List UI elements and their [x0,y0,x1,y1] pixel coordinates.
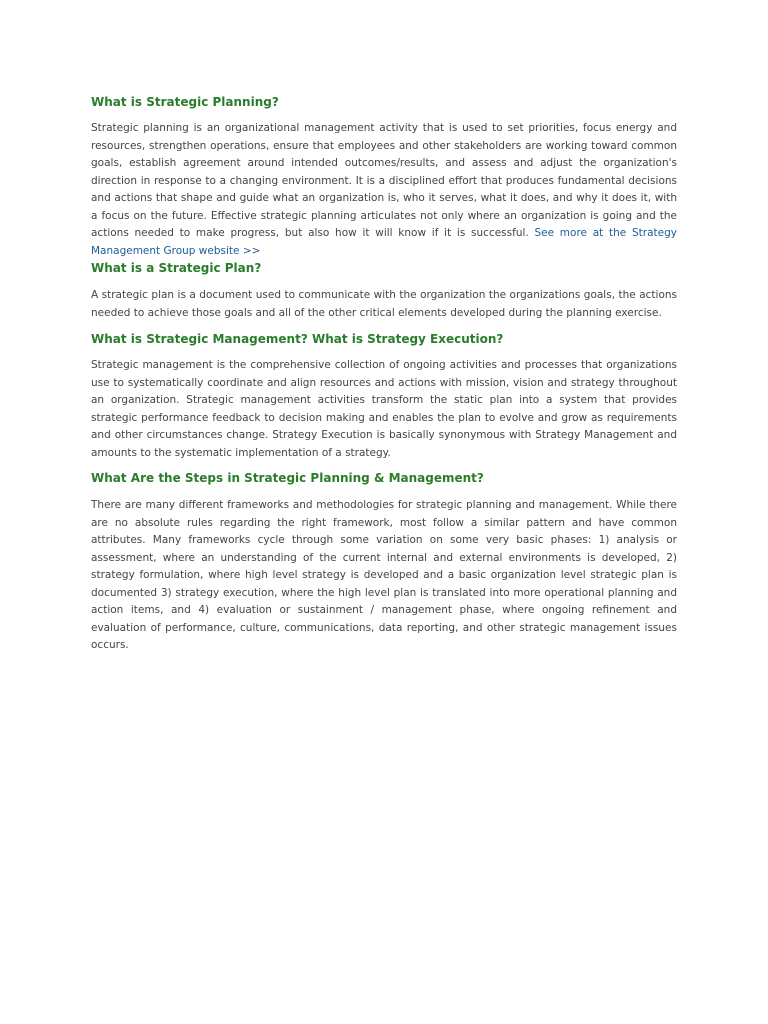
document-page [91,94,677,655]
section-body-strategic-management: Strategic management is the comprehensive collection of ongoing activities and processes that organizations use to systematically coordinate and align resources and actions with mission, vision and strategy throughout an organization. Strategic management activities transform the static plan into a system that provides strategic performance feedback to decision making and enables the plan to evolve and grow as requirements and other circumstances change. Strategy Execution is basically synonymous with Strategy Management and amounts to the systematic implementation of a strategy. [91,359,677,459]
section-heading-strategic-management: What is Strategic Management? What is Strategy Execution? [91,332,504,346]
section-body-strategic-plan: A strategic plan is a document used to communicate with the organization the organizations goals, the actions needed to achieve those goals and all of the other critical elements developed during the planning exercise. [91,289,677,319]
section-heading-strategic-plan: What is a Strategic Plan? [91,261,262,275]
strategy-management-group-link[interactable]: See more at the Strategy Management Group website >> [91,227,677,257]
section-heading-strategic-planning: What is Strategic Planning? [91,95,279,109]
section-body-steps: There are many different frameworks and methodologies for strategic planning and management. While there are no absolute rules regarding the right framework, most follow a similar pattern and have common attributes. Many frameworks cycle through some variation on some very basic phases: 1) analysis or assessment, where an understanding of the current internal and external environments is developed, 2) strategy formulation, where high level strategy is developed and a basic organization level strategic plan is documented 3) strategy execution, where the high level plan is translated into more operational planning and action items, and 4) evaluation or sustainment / management phase, where ongoing refinement and evaluation of performance, culture, communications, data reporting, and other strategic management issues occurs. [91,499,677,651]
section-body-strategic-planning [91,120,677,260]
section-body-text: Strategic planning is an organizational management activity that is used to set priorities, focus energy and resources, strengthen operations, ensure that employees and other stakeholders are working toward common goals, establish agreement around intended outcomes/results, and assess and adjust the organization's direction in response to a changing environment. It is a disciplined effort that produces fundamental decisions and actions that shape and guide what an organization is, who it serves, what it does, and why it does it, with a focus on the future. Effective strategic planning articulates not only where an organization is going and the actions needed to make progress, but also how it will know if it is successful. [91,122,677,239]
section-heading-steps: What Are the Steps in Strategic Planning & Management? [91,471,484,485]
